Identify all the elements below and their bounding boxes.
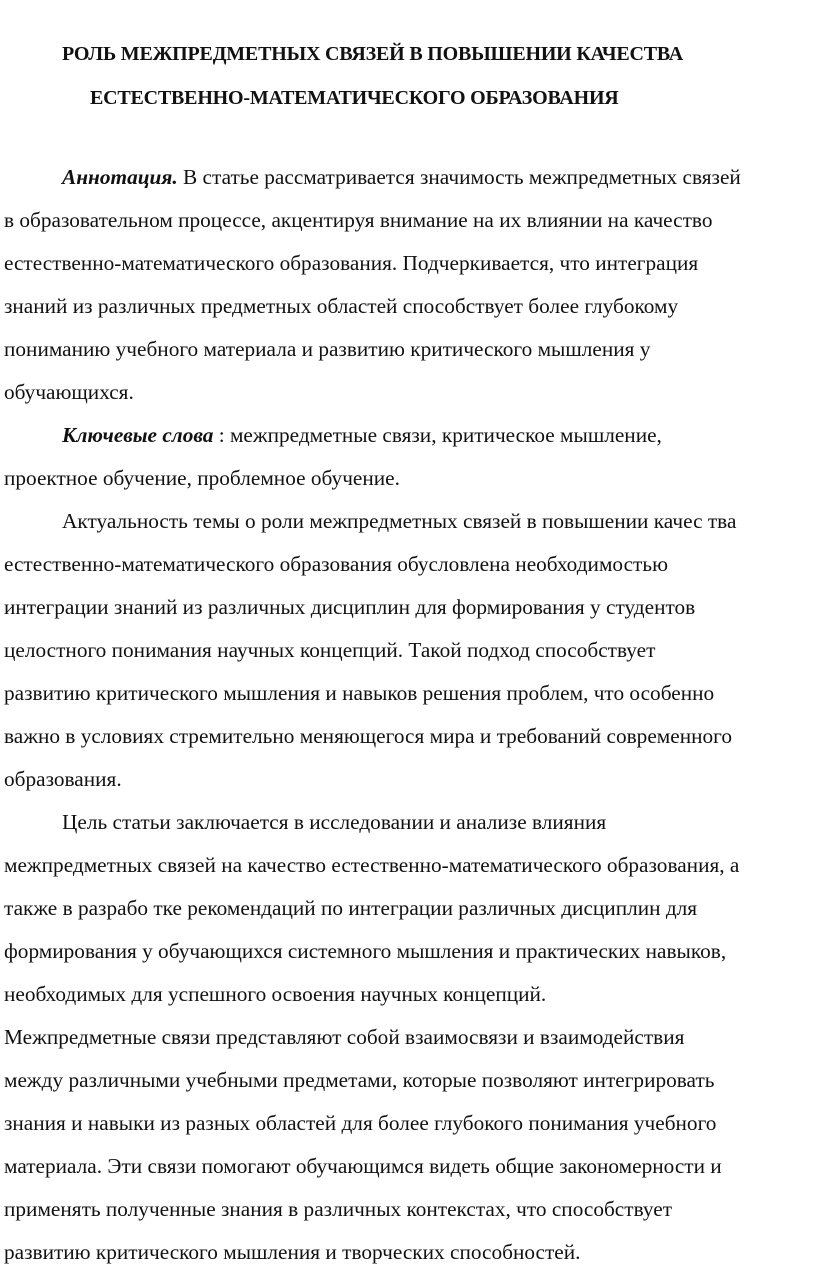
annotation-label: Аннотация. [62, 165, 178, 189]
goal-line-2: межпредметных связей на качество естественно-математического образования, а [4, 853, 740, 877]
annotation-line-2: в образовательном процессе, акцентируя внимание на их влиянии на качество [4, 208, 713, 232]
keywords-text-1: : межпредметные связи, критическое мышление, [213, 423, 662, 447]
relevance-line-4: целостного понимания научных концепций. Такой подход способствует [4, 638, 656, 662]
keywords-line-1 [62, 425, 662, 446]
annotation-line-3: естественно-математического образования. Подчеркивается, что интеграция [4, 251, 699, 275]
keywords-line-2: проектное обучение, проблемное обучение. [4, 466, 400, 490]
definition-line-6: развитию критического мышления и творческих способностей. [4, 1240, 581, 1264]
relevance-line-1: Актуальность темы о роли межпредметных связей в повышении качес тва [62, 509, 737, 533]
relevance-line-3: интеграции знаний из различных дисциплин для формирования у студентов [4, 595, 696, 619]
keywords-label: Ключевые слова [62, 423, 214, 447]
annotation-text-1: В статье рассматривается значимость межпредметных связей [177, 165, 741, 189]
relevance-line-2: естественно-математического образования обусловлена необходимостью [4, 552, 668, 576]
relevance-line-7: образования. [4, 767, 122, 791]
goal-line-4: формирования у обучающихся системного мышления и практических навыков, [4, 939, 727, 963]
title-line-1: РОЛЬ МЕЖПРЕДМЕТНЫХ СВЯЗЕЙ В ПОВЫШЕНИИ КАЧЕСТВА [62, 43, 683, 65]
goal-line-5: необходимых для успешного освоения научных концепций. [4, 982, 547, 1006]
goal-line-1: Цель статьи заключается в исследовании и анализе влияния [62, 810, 607, 834]
definition-line-4: материала. Эти связи помогают обучающимся видеть общие закономерности и [4, 1154, 722, 1178]
relevance-line-6: важно в условиях стремительно меняющегося мира и требований современного [4, 724, 732, 748]
definition-line-3: знания и навыки из разных областей для более глубокого понимания учебного [4, 1111, 717, 1135]
goal-line-3: также в разрабо тке рекомендаций по интеграции различных дисциплин для [4, 896, 698, 920]
relevance-line-5: развитию критического мышления и навыков решения проблем, что особенно [4, 681, 715, 705]
annotation-line-6: обучающихся. [4, 380, 134, 404]
definition-line-2: между различными учебными предметами, которые позволяют интегрировать [4, 1068, 715, 1092]
annotation-line-5: пониманию учебного материала и развитию критического мышления у [4, 337, 651, 361]
annotation-line-4: знаний из различных предметных областей способствует более глубокому [4, 294, 679, 318]
title-line-2: ЕСТЕСТВЕННО-МАТЕМАТИЧЕСКОГО ОБРАЗОВАНИЯ [90, 87, 619, 109]
definition-line-1: Межпредметные связи представляют собой взаимосвязи и взаимодействия [4, 1025, 685, 1049]
annotation-line-1 [62, 167, 741, 188]
definition-line-5: применять полученные знания в различных контекстах, что способствует [4, 1197, 673, 1221]
